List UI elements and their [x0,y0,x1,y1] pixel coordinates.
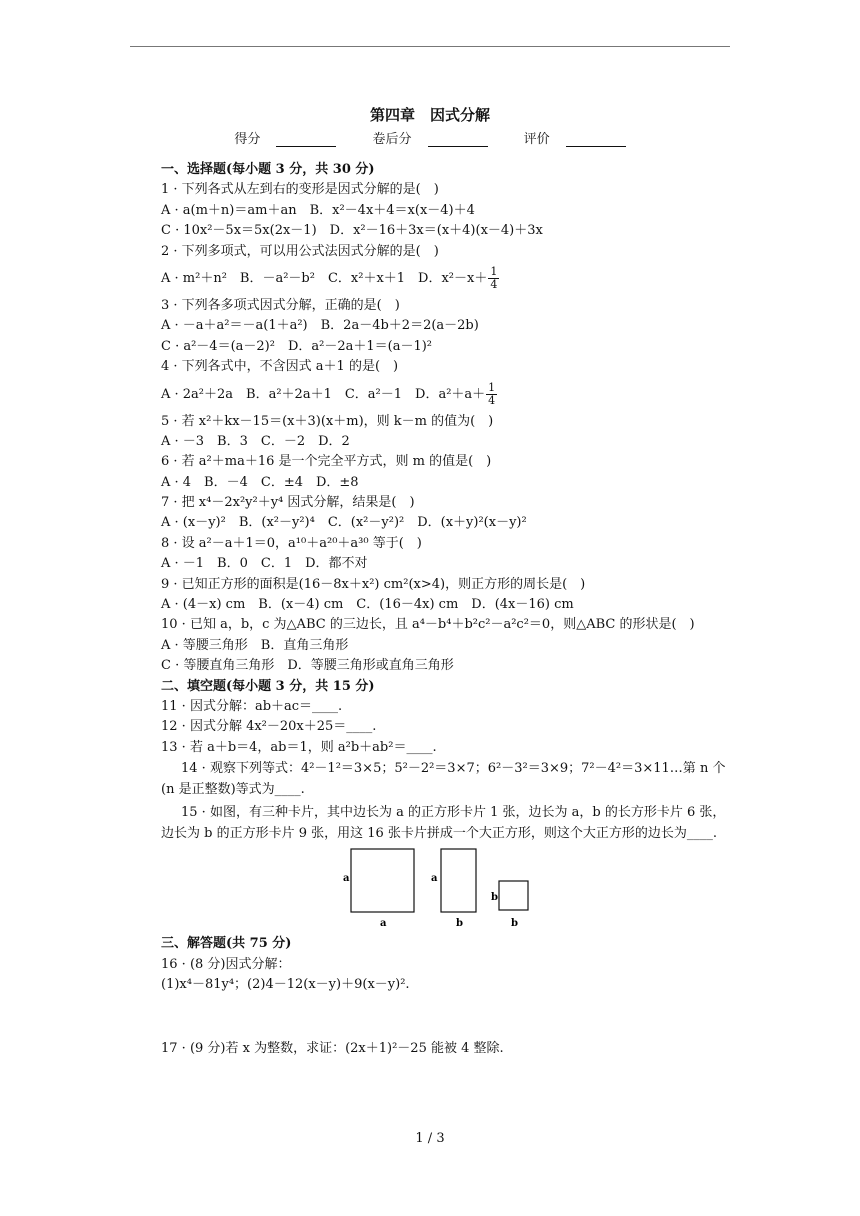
question-line: 12 · 因式分解 4x²－20x＋25＝____. [161,719,377,735]
rect-card-ab [441,849,476,912]
square-card-b [499,881,528,910]
question-line: 3 · 下列各多项式因式分解，正确的是( ) [161,297,400,313]
exam-content [161,160,731,1060]
option-line: A · (4－x) cm B．(x－4) cm C．(16－4x) cm D．(4x－16) cm [161,597,574,613]
section-heading-answer: 三、解答题(共 75 分) [161,936,292,952]
fraction: $\frac{1}{4}$ [490,264,498,291]
option-line: C · 10x²－5x＝5x(2x－1) D．x²－16＋3x＝(x＋4)(x－4)＋3x [161,223,543,239]
option-line: C · a²－4＝(a－2)² D．a²－2a＋1＝(a－1)² [161,338,433,354]
evaluation-blank [566,134,626,147]
page-number: 1 / 3 [415,1131,445,1146]
section-heading-fill: 二、填空题(每小题 3 分，共 15 分) [161,678,375,694]
question-line: 10 · 已知 a，b，c 为△ABC 的三边长，且 a⁴－b⁴＋b²c²－a²c²＝0，则△ABC 的形状是( ) [161,617,695,633]
square-card-a [351,849,414,912]
question-16-parts: (1)x⁴－81y⁴；(2)4－12(x－y)＋9(x－y)². [161,976,410,992]
label-a-side: a [343,873,350,885]
question-line: 13 · 若 a＋b＝4，ab＝1，则 a²b＋ab²＝____. [161,739,437,755]
score-label: 得分 [234,132,261,147]
label-b-rect: b [456,918,463,930]
label-a-bottom: a [380,918,387,930]
label-a-rect: a [431,873,438,885]
fraction: $\frac{1}{4}$ [488,380,496,407]
question-line: 4 · 下列各式中，不含因式 a＋1 的是( ) [161,359,399,375]
label-b-bottom: b [511,918,518,930]
option-line: C · 等腰直角三角形 D．等腰三角形或直角三角形 [161,658,454,674]
question-17: 17 · (9 分)若 x 为整数，求证：(2x＋1)²－25 能被 4 整除. [161,1041,504,1057]
cards-figure [161,844,731,934]
chapter-title: 第四章 因式分解 [369,106,490,124]
question-line: 7 · 把 x⁴－2x²y²＋y⁴ 因式分解，结果是( ) [161,495,415,511]
option-line: A · －a＋a²＝－a(1＋a²) B．2a－4b＋2＝2(a－2b) [161,318,479,334]
question-line: 11 · 因式分解：ab＋ac＝____. [161,698,343,714]
question-line: 2 · 下列多项式，可以用公式法因式分解的是( ) [161,243,439,259]
option-line: A · a(m＋n)＝am＋an B．x²－4x＋4＝x(x－4)＋4 [161,202,475,218]
option-line: A · －3 B．3 C．－2 D．2 [161,433,350,449]
final-score-label: 卷后分 [372,132,412,147]
question-15: 15 · 如图，有三种卡片，其中边长为 a 的正方形卡片 1 张，边长为 a，b 的长方形卡片 6 张，边长为 b 的正方形卡片 9 张，用这 16 张卡片拼成一个大正方形，则这个大正方形的边长为____. [161,805,726,842]
option-line-q2: A · m²＋n² B．－a²－b² C．x²＋x＋1 D．x²－x＋ $\frac{1}{4}$ [161,264,498,291]
question-14: 14 · 观察下列等式：4²－1²＝3×5；5²－2²＝3×7；6²－3²＝3×9；7²－4²＝3×11…第 n 个(n 是正整数)等式为____. [161,761,726,798]
header-rule [130,46,730,47]
question-line: 16 · (8 分)因式分解： [161,956,291,972]
label-b-side: b [491,892,498,904]
score-fields [0,128,860,147]
question-line: 5 · 若 x²＋kx－15＝(x＋3)(x＋m)，则 k－m 的值为( ) [161,413,494,429]
option-line: A · 4 B．－4 C．±4 D．±8 [161,474,359,490]
question-line: 9 · 已知正方形的面积是(16－8x＋x²) cm²(x>4)，则正方形的周长是( ) [161,576,586,592]
option-line: A · 等腰三角形 B．直角三角形 [161,637,349,653]
option-line-q4: A · 2a²＋2a B．a²＋2a＋1 C．a²－1 D．a²＋a＋ $\frac{1}{4}$ [161,380,496,407]
evaluation-label: 评价 [523,132,550,147]
section-heading-choice: 一、选择题(每小题 3 分，共 30 分) [161,162,375,177]
cards-diagram [161,844,731,934]
final-score-blank [428,134,488,147]
score-blank [276,134,336,147]
question-line: 8 · 设 a²－a＋1＝0，a¹⁰＋a²⁰＋a³⁰ 等于( ) [161,535,422,551]
question-line: 6 · 若 a²＋ma＋16 是一个完全平方式，则 m 的值是( ) [161,454,492,470]
option-line: A · (x－y)² B．(x²－y²)⁴ C．(x²－y²)² D．(x＋y)²(x－y)² [161,515,527,531]
question-line: 1 · 下列各式从左到右的变形是因式分解的是( ) [161,182,439,198]
option-line: A · －1 B．0 C．1 D．都不对 [161,556,368,572]
